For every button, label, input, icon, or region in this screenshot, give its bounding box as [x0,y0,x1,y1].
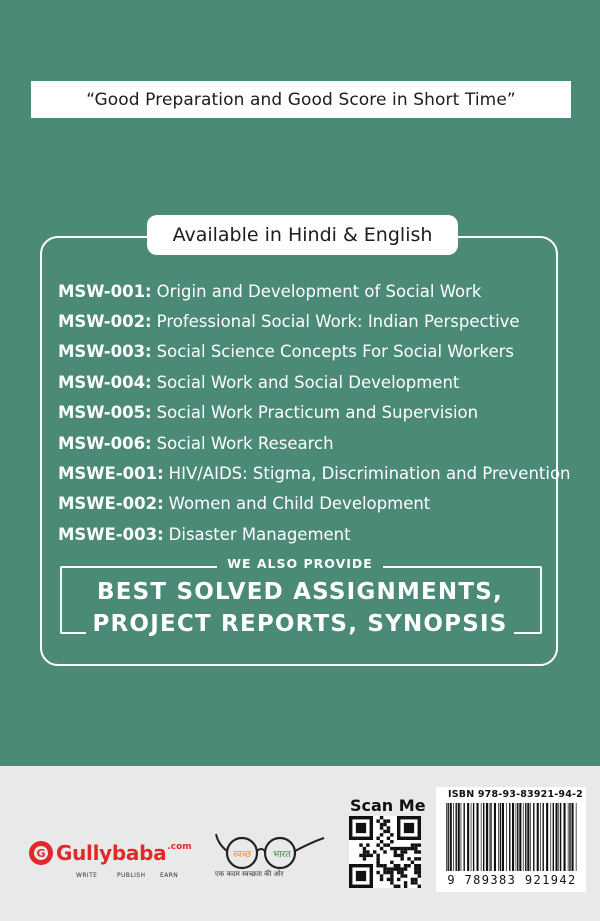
course-code: MSWE-003: [58,524,164,544]
course-item [58,398,571,428]
isbn-label: ISBN 978-93-83921-94-2 [448,789,583,800]
gullybaba-g-logo-icon: G [29,841,53,865]
qr-code-icon [349,816,421,888]
course-title: Social Work and Social Development [156,372,460,392]
course-title: Social Work Research [156,433,334,453]
publisher-logo [29,838,192,868]
course-item [58,337,571,367]
course-item [58,519,571,549]
course-code: MSW-005: [58,403,152,423]
course-item [58,367,571,397]
tagline-text: “Good Preparation and Good Score in Short Time” [86,89,516,110]
course-item [58,428,571,458]
course-code: MSW-002: [58,312,152,332]
swachh-caption: एक कदम स्वच्छता की ओर [215,870,284,878]
course-code: MSW-001: [58,281,152,301]
course-title: Professional Social Work: Indian Perspective [156,312,520,332]
course-code: MSW-003: [58,342,152,362]
swachh-word: स्वच्छ [233,850,252,860]
provide-label: WE ALSO PROVIDE [0,556,600,571]
publisher-name: Gullybaba [56,841,167,865]
course-code: MSWE-001: [58,464,164,484]
course-code: MSW-004: [58,372,152,392]
language-badge [147,215,458,255]
course-item [58,276,571,306]
course-code: MSWE-002: [58,494,164,514]
slogan-publish: PUBLISH [117,872,146,879]
course-code: MSW-006: [58,433,152,453]
language-badge-text: Available in Hindi & English [172,224,433,246]
bharat-word: भारत [273,850,291,860]
barcode-icon [444,803,578,871]
course-title: Origin and Development of Social Work [156,281,482,301]
provide-line-2: PROJECT REPORTS, SYNOPSIS [0,611,600,637]
course-title: Social Science Concepts For Social Workers [156,342,515,362]
scan-me-label: Scan Me [350,796,426,815]
course-item [58,489,571,519]
course-item [58,306,571,336]
course-title: Women and Child Development [168,494,431,514]
course-title: Social Work Practicum and Supervision [156,403,479,423]
course-item [58,458,571,488]
slogan-write: WRITE [76,872,98,879]
provide-line-1: BEST SOLVED ASSIGNMENTS, [0,579,600,605]
publisher-domain: .com [167,842,192,852]
course-title: HIV/AIDS: Stigma, Discrimination and Prevention [168,464,571,484]
course-title: Disaster Management [168,524,351,544]
course-list [58,276,571,550]
slogan-earn: EARN [160,872,179,879]
barcode-digits: 9 789383 921942 [447,873,577,887]
tagline-banner [31,81,571,118]
